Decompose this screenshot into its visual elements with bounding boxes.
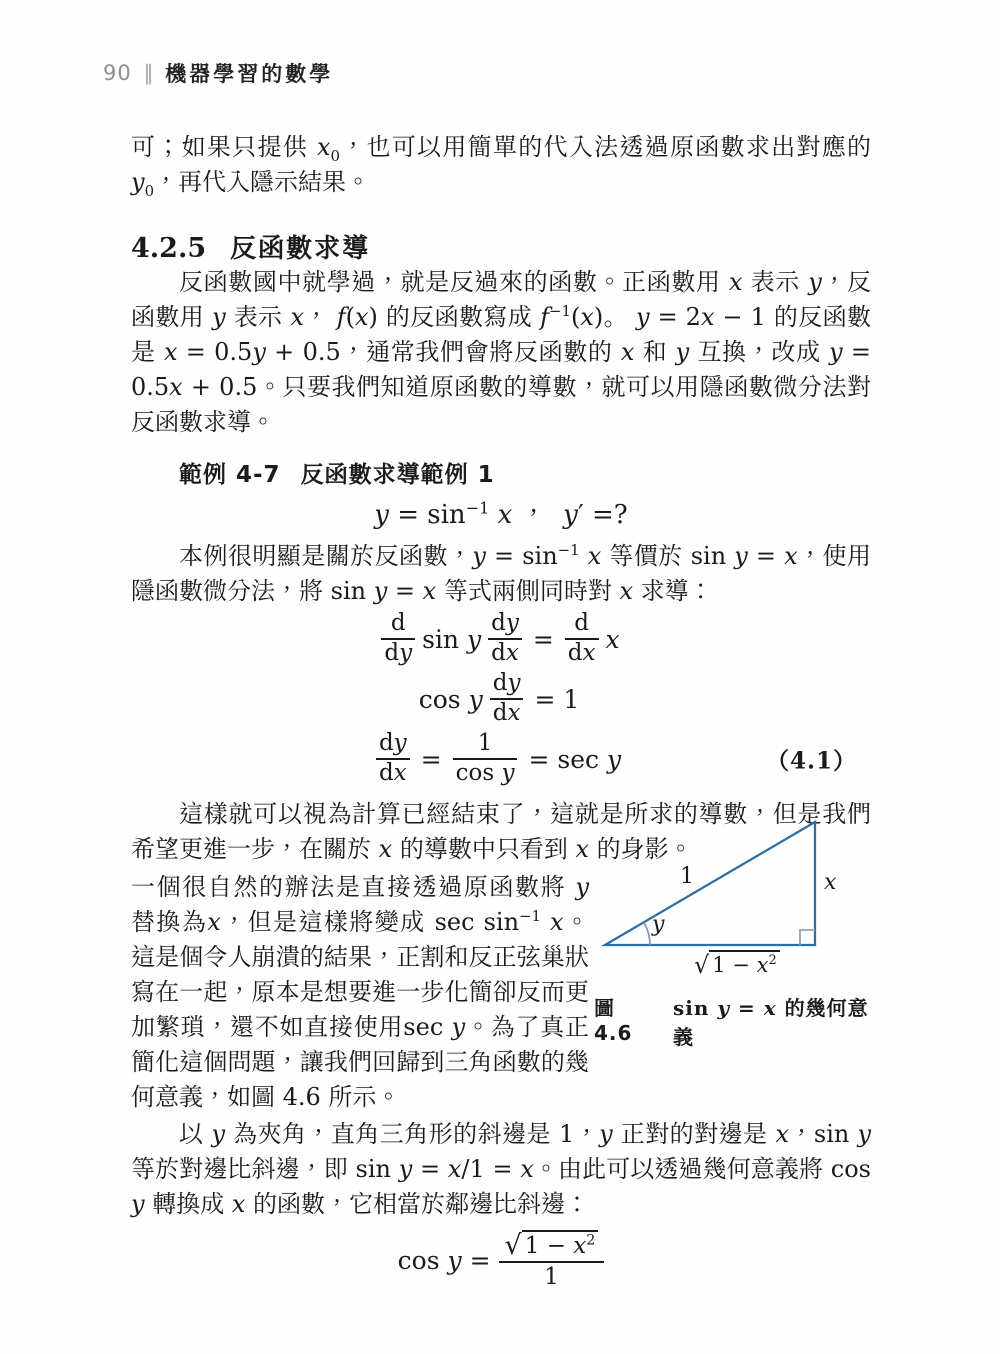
x-term: x bbox=[605, 624, 620, 654]
fraction-d-dx: $\frac{d}{dx}$ bbox=[565, 611, 599, 667]
fraction-dy-dx: $\frac{dy}{dx}$ bbox=[376, 731, 410, 787]
equation-chain-rule bbox=[131, 609, 871, 669]
discussion-paragraph-1: 這樣就可以視為計算已經結束了，這就是所求的導數，但是我們希望更進一步，在關於 x 的導數中只看到 x 的身影。 bbox=[131, 800, 871, 863]
section-paragraph: 反函數國中就學過，就是反過來的函數。正函數用 x 表示 y，反函數用 y 表示 x， f(x) 的反函數寫成 $f^{-1}(x)$。 y = 2x − 1 的反函數是 x = 0.5y + 0.5，通常我們會將反函數的 x 和 y 互換，改成 y = 0.5x + 0.5。只要我們知道原函數的導數，就可以用隱函數微分法對反函數求導。 bbox=[131, 268, 871, 436]
discussion-paragraph-3: 以 y 為夾角，直角三角形的斜邊是 1，y 正對的對邊是 x，sin y 等於對邊比斜邊，即 sin y = x/1 = x。由此可以透過幾何意義將 cos y 轉換成 x 的函數，它相當於鄰邊比斜邊： bbox=[131, 1120, 871, 1218]
radicand: $1 - x^2$ bbox=[522, 1230, 599, 1259]
page-number: 90 bbox=[103, 61, 132, 85]
section-heading bbox=[131, 228, 871, 265]
discussion-paragraph-2: 一個很自然的辦法是直接透過原函數將 y 替換為x，但是這樣將變成 $\sec \sin^{-1} x$。這是個令人崩潰的結果，正割和反正弦巢狀寫在一起，原本是想要進一步化簡卻反而更加繁瑣，還不如直接使用sec y。為了真正簡化這個問題，讓我們回歸到三角函數的幾何意義，如圖 4.6 所示。 bbox=[131, 873, 589, 1111]
fraction-sqrt-over-one bbox=[499, 1230, 605, 1291]
example-label: 範例 4-7 bbox=[179, 462, 281, 488]
fraction-dy-dx: $\frac{dy}{dx}$ bbox=[490, 671, 524, 727]
section-number: 4.2.5 bbox=[131, 233, 207, 264]
opposite-side-label: x bbox=[824, 870, 837, 895]
angle-arc-icon bbox=[644, 922, 650, 945]
hypotenuse-label: 1 bbox=[680, 864, 694, 889]
fraction-dy-dx: $\frac{dy}{dx}$ bbox=[488, 611, 522, 667]
equals-sign: = bbox=[532, 624, 554, 654]
siny-term: sin y bbox=[422, 624, 482, 654]
figure-caption-label: 圖 4.6 bbox=[594, 996, 633, 1045]
equals-one: = 1 bbox=[534, 684, 580, 714]
sec-y-term: = sec y bbox=[528, 744, 622, 774]
denominator: 1 bbox=[499, 1261, 605, 1290]
equation-cosy-dydx bbox=[131, 669, 871, 729]
fraction-d-dy: $\frac{d}{dy}$ bbox=[381, 611, 415, 667]
book-title: 機器學習的數學 bbox=[165, 62, 334, 86]
equation-number-tag: （4.1） bbox=[765, 747, 857, 775]
right-angle-icon bbox=[800, 930, 815, 945]
header-divider-icon: ‖ bbox=[143, 60, 154, 86]
intro-paragraph: 可；如果只提供 $x_0$，也可以用簡單的代入法透過原函數求出對應的 $y_0$，再代入隱示結果。 bbox=[131, 133, 871, 200]
example-intro-paragraph: 本例很明顯是關於反函數，$y = \sin^{-1} x$ 等價於 sin y = x，使用隱函數微分法，將 sin y = x 等式兩側同時對 x 求導： bbox=[131, 541, 871, 605]
example-title: 反函數求導範例 1 bbox=[300, 462, 495, 488]
adjacent-side-label bbox=[694, 950, 780, 977]
angle-label: y bbox=[652, 912, 665, 937]
figure-caption bbox=[594, 992, 882, 1050]
example-heading bbox=[179, 456, 871, 489]
figure-4-6 bbox=[588, 806, 882, 1049]
sqrt-icon: √ bbox=[694, 951, 710, 979]
cosy-equals: cos y = bbox=[397, 1245, 491, 1275]
equation-result bbox=[131, 729, 871, 789]
figure-caption-text: sin y = x 的幾何意義 bbox=[673, 996, 869, 1049]
fraction-one-cosy: $\frac{1}{\text{cos y}}$ bbox=[453, 731, 518, 787]
triangle-outline bbox=[605, 822, 815, 945]
adjacent-radicand: $1 - x^2$ bbox=[709, 950, 779, 977]
equals-sign: = bbox=[420, 744, 442, 774]
example-problem-equation: $y = \sin^{-1} x$ ， y′ =? bbox=[374, 498, 628, 530]
cosy-term: cos y bbox=[418, 684, 483, 714]
equation-cosy-final bbox=[131, 1226, 871, 1294]
page-content bbox=[131, 130, 871, 1294]
page-header bbox=[103, 58, 333, 88]
section-title: 反函數求導 bbox=[230, 234, 371, 264]
sqrt-icon: √ bbox=[504, 1230, 522, 1261]
